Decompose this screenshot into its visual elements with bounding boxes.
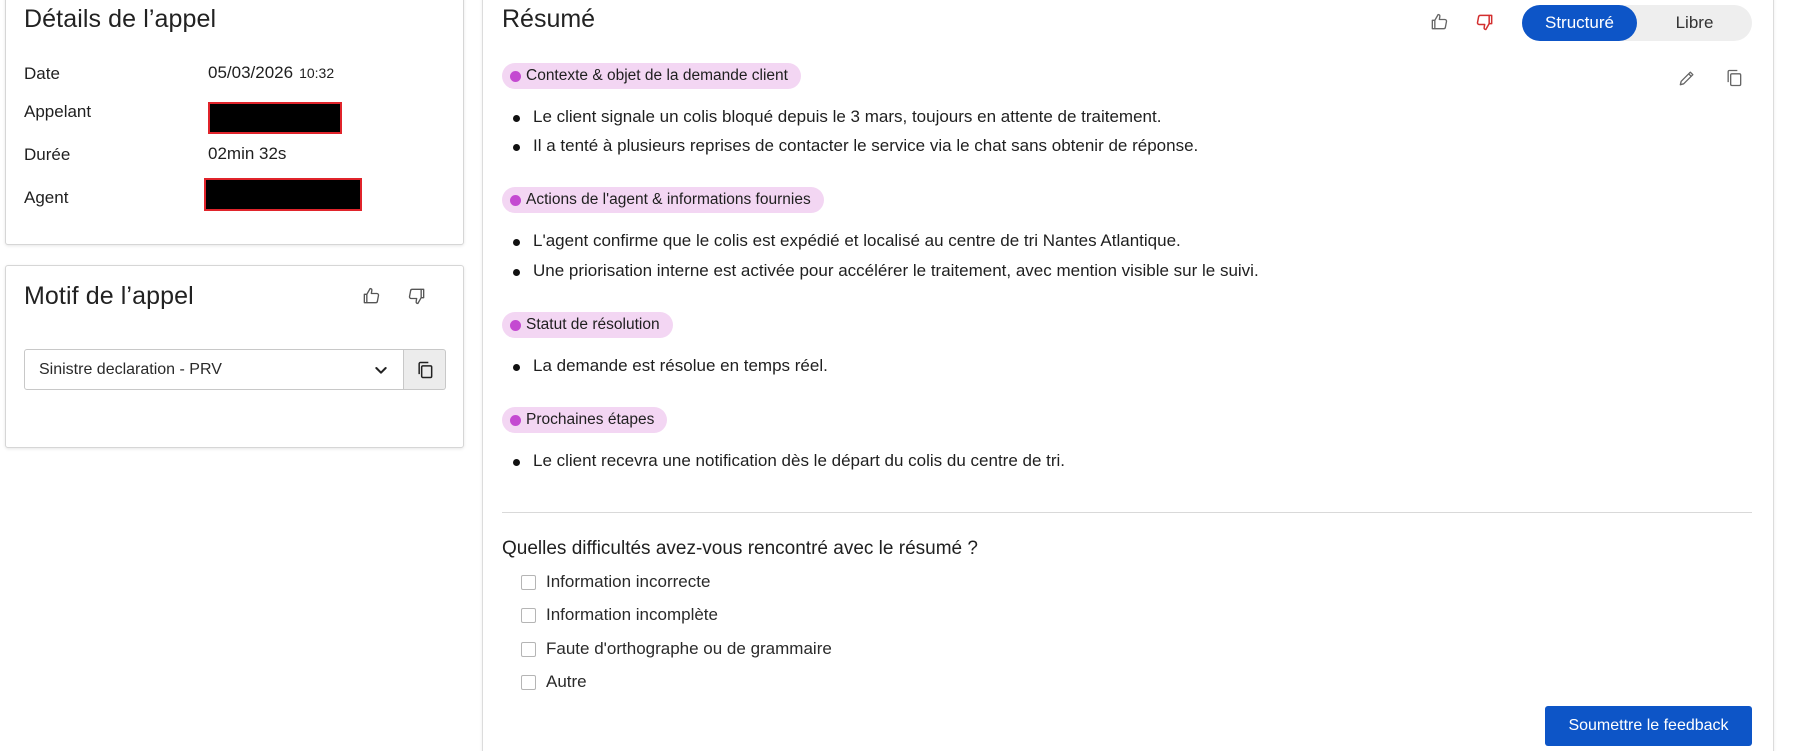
bullet-text: Une priorisation interne est activée pour accélérer le traitement, avec mention visible sur le suivi. xyxy=(533,261,1259,280)
date-value: 05/03/2026 xyxy=(208,63,294,82)
section-tag-context xyxy=(502,63,801,89)
summary-bullet xyxy=(531,107,1161,127)
bullet-dot xyxy=(513,239,520,246)
copy-icon xyxy=(415,360,435,380)
bullet-dot xyxy=(513,459,520,466)
copy-reason-button[interactable] xyxy=(404,349,446,390)
toggle-structured[interactable]: Structuré xyxy=(1522,5,1637,41)
checkbox[interactable] xyxy=(521,575,536,590)
section-tag-label: Statut de résolution xyxy=(526,316,660,333)
summary-thumbs-down-button[interactable] xyxy=(1470,7,1500,37)
detail-row-date xyxy=(24,60,444,90)
summary-bullet xyxy=(531,136,1198,156)
bullet-dot xyxy=(513,144,520,151)
checkbox[interactable] xyxy=(521,608,536,623)
call-details-title: Détails de l’appel xyxy=(24,5,217,33)
reason-thumbs-up-button[interactable] xyxy=(356,281,386,311)
call-details-card xyxy=(5,0,464,245)
bullet-dot xyxy=(513,364,520,371)
edit-summary-button[interactable] xyxy=(1672,63,1702,93)
feedback-option-label: Information incorrecte xyxy=(546,572,711,591)
redacted-caller xyxy=(208,102,342,134)
feedback-option-label: Information incomplète xyxy=(546,605,718,624)
detail-label-caller: Appelant xyxy=(24,102,92,121)
toggle-free[interactable]: Libre xyxy=(1675,13,1714,32)
time-value: 10:32 xyxy=(299,65,335,81)
pencil-icon xyxy=(1677,68,1697,88)
detail-label-date: Date xyxy=(24,64,60,83)
reason-thumbs-down-button[interactable] xyxy=(402,281,432,311)
bullet-text: L'agent confirme que le colis est expédié et localisé au centre de tri Nantes Atlantique. xyxy=(533,231,1181,250)
call-reason-selected: Sinistre declaration - PRV xyxy=(39,361,222,378)
detail-value-duration: 02min 32s xyxy=(208,144,287,163)
call-reason-card xyxy=(5,265,464,448)
summary-panel xyxy=(482,0,1774,751)
call-reason-title: Motif de l’appel xyxy=(24,282,194,310)
thumbs-down-icon xyxy=(1475,12,1495,32)
tag-dot xyxy=(510,320,521,331)
bullet-dot xyxy=(513,115,520,122)
tag-dot xyxy=(510,195,521,206)
submit-feedback-button[interactable]: Soumettre le feedback xyxy=(1545,706,1752,746)
detail-label-duration: Durée xyxy=(24,145,71,164)
detail-label-agent: Agent xyxy=(24,188,69,207)
summary-bullet xyxy=(531,261,1259,281)
detail-row-duration xyxy=(24,141,444,171)
detail-row-caller xyxy=(24,98,444,128)
thumbs-up-icon xyxy=(1429,12,1449,32)
copy-summary-button[interactable] xyxy=(1719,63,1749,93)
chevron-down-icon xyxy=(373,362,389,378)
copy-icon xyxy=(1724,68,1744,88)
checkbox[interactable] xyxy=(521,642,536,657)
checkbox[interactable] xyxy=(521,675,536,690)
feedback-option-label: Faute d'orthographe ou de grammaire xyxy=(546,639,832,658)
tag-dot xyxy=(510,415,521,426)
section-tag-resolution xyxy=(502,312,673,338)
summary-bullet xyxy=(531,356,828,376)
summary-bullet xyxy=(531,231,1181,251)
detail-value-date xyxy=(208,63,334,83)
bullet-text: Le client signale un colis bloqué depuis le 3 mars, toujours en attente de traitement. xyxy=(533,107,1162,126)
redacted-agent xyxy=(204,178,362,211)
section-tag-label: Prochaines étapes xyxy=(526,411,655,428)
call-reason-select[interactable] xyxy=(24,349,404,390)
divider xyxy=(502,512,1752,513)
section-tag-label: Actions de l'agent & informations fournies xyxy=(526,191,811,208)
summary-mode-toggle xyxy=(1522,5,1752,41)
section-tag-actions xyxy=(502,187,824,213)
section-tag-next-steps xyxy=(502,407,667,433)
thumbs-down-icon xyxy=(407,286,427,306)
bullet-text: Le client recevra une notification dès le départ du colis du centre de tri. xyxy=(533,451,1066,470)
summary-bullet xyxy=(531,451,1065,471)
tag-dot xyxy=(510,71,521,82)
detail-row-agent xyxy=(24,184,444,214)
summary-title: Résumé xyxy=(502,5,596,33)
summary-thumbs-up-button[interactable] xyxy=(1424,7,1454,37)
bullet-dot xyxy=(513,269,520,276)
section-tag-label: Contexte & objet de la demande client xyxy=(526,67,788,84)
feedback-option-label: Autre xyxy=(546,672,587,691)
bullet-text: Il a tenté à plusieurs reprises de contacter le service via le chat sans obtenir de réponse. xyxy=(533,136,1199,155)
thumbs-up-icon xyxy=(361,286,381,306)
feedback-question: Quelles difficultés avez-vous rencontré avec le résumé ? xyxy=(502,538,978,559)
bullet-text: La demande est résolue en temps réel. xyxy=(533,356,828,375)
